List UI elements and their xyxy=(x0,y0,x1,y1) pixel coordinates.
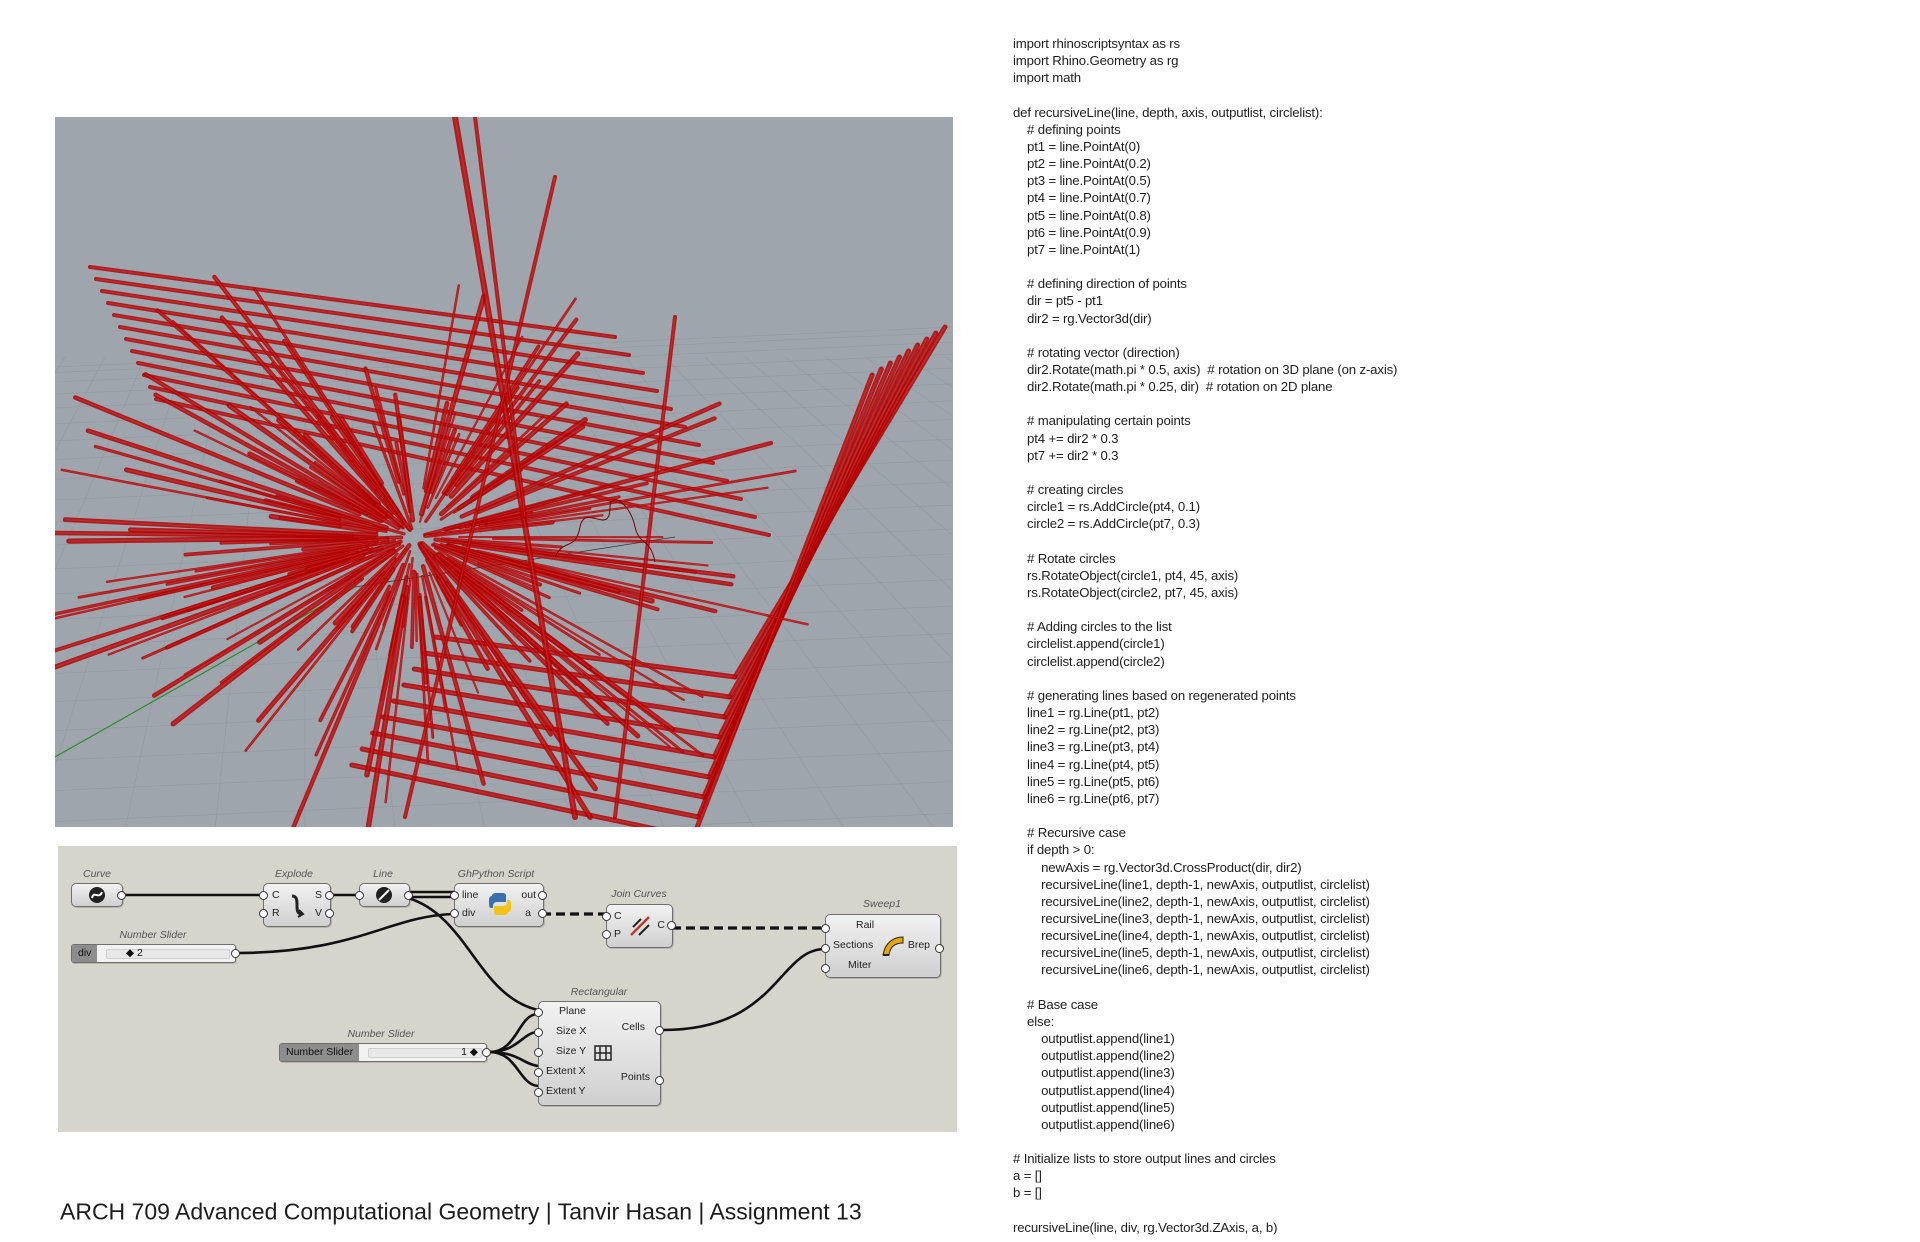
sweep1-input-rail: Rail xyxy=(856,919,875,931)
slider-div-label: div xyxy=(72,945,97,962)
line-component[interactable] xyxy=(359,883,410,907)
swept-rod xyxy=(352,765,694,827)
rectangular-input-grip-sizey[interactable] xyxy=(534,1048,543,1057)
rectangular-output-points: Points xyxy=(620,1071,650,1083)
explode-input-grip-r[interactable] xyxy=(259,909,268,918)
explode-output-grip-s[interactable] xyxy=(325,891,334,900)
ghpython-component[interactable] xyxy=(454,883,544,927)
ghpython-title: GhPython Script xyxy=(457,868,535,880)
rectangular-title: Rectangular xyxy=(570,986,628,998)
join-curves-title: Join Curves xyxy=(611,888,667,900)
sweep1-input-grip-miter[interactable] xyxy=(821,964,830,973)
explode-output-v: V xyxy=(314,907,322,919)
explode-component[interactable] xyxy=(263,883,331,927)
sweep1-component[interactable] xyxy=(825,914,941,978)
rectangular-input-grip-sizex[interactable] xyxy=(534,1028,543,1037)
slider-div[interactable] xyxy=(71,944,236,963)
slider-div-output-grip[interactable] xyxy=(231,949,240,958)
ghpython-input-grip-div[interactable] xyxy=(450,909,459,918)
explode-title: Explode xyxy=(275,868,313,880)
sweep1-input-miter: Miter xyxy=(848,959,872,971)
explode-input-grip-c[interactable] xyxy=(259,891,268,900)
curve-param-icon xyxy=(87,886,107,904)
rectangular-input-extenty: Extent Y xyxy=(546,1085,586,1097)
explode-input-r: R xyxy=(272,907,280,919)
rectangular-input-sizey: Size Y xyxy=(556,1045,587,1057)
join-curves-input-grip-p[interactable] xyxy=(602,930,611,939)
rod-highlight xyxy=(173,578,361,723)
join-curves-output-c: C xyxy=(657,919,665,931)
slider-size-title: Number Slider xyxy=(347,1028,415,1040)
rod-highlight xyxy=(214,277,391,506)
wire-size-sizey xyxy=(489,1032,538,1052)
ghpython-output-grip-out[interactable] xyxy=(538,891,547,900)
line-title: Line xyxy=(373,868,393,880)
slider-div-title: Number Slider xyxy=(119,929,187,941)
viewport-render xyxy=(55,117,953,827)
ghpython-input-line: line xyxy=(462,889,479,901)
curve-output-grip[interactable] xyxy=(117,891,126,900)
rectangular-input-grip-plane[interactable] xyxy=(534,1008,543,1017)
rhino-viewport[interactable] xyxy=(55,117,953,827)
grasshopper-canvas[interactable] xyxy=(58,846,957,1132)
slider-size[interactable] xyxy=(279,1043,487,1062)
sweep1-input-sections: Sections xyxy=(833,939,874,951)
ghpython-output-grip-a[interactable] xyxy=(538,909,547,918)
slider-size-label: Number Slider xyxy=(280,1044,359,1061)
slider-size-output-grip[interactable] xyxy=(482,1048,491,1057)
line-input-grip[interactable] xyxy=(355,891,364,900)
python-logo-icon xyxy=(489,892,511,916)
rectangular-component[interactable] xyxy=(538,1001,661,1106)
slider-div-value[interactable]: ◆ 2 xyxy=(126,947,143,959)
rect-grid-icon xyxy=(593,1044,613,1062)
explode-icon xyxy=(288,892,306,918)
line-param-icon xyxy=(374,886,394,904)
sweep-icon xyxy=(881,933,905,957)
swept-geometry xyxy=(55,117,945,827)
ghpython-output-a: a xyxy=(525,907,531,919)
sweep1-output-brep: Brep xyxy=(907,939,930,951)
join-curves-input-c: C xyxy=(614,910,622,922)
ghpython-input-div: div xyxy=(462,907,476,919)
explode-input-c: C xyxy=(272,889,280,901)
explode-output-s: S xyxy=(314,889,322,901)
sweep1-input-grip-rail[interactable] xyxy=(821,924,830,933)
python-code-listing: import rhinoscriptsyntax as rs import Rhino.Geometry as rg import math def recursiveLine(line, depth, axis, outputlist, circlelist): # defining points pt1 = line.PointAt(0) pt2 = line.PointAt(0.2) pt3 = line.PointAt(0.5) pt4 = line.PointAt(0.7) pt5 = line.PointAt(0.8) pt6 = line.PointAt(0.9) pt7 = line.PointAt(1) # defining direction of points dir = pt5 - pt1 dir2 = rg.Vector3d(dir) # rotating vector (direction) dir2.Rotate(math.pi * 0.5, axis) # rotation on 3D plane (on z-axis) dir2.Rotate(math.pi * 0.25, dir) # rotation on 2D plane # manipulating certain points pt4 += dir2 * 0.3 pt7 += dir2 * 0.3 # creating circles circle1 = rs.AddCircle(pt4, 0.1) circle2 = rs.AddCircle(pt7, 0.3) # Rotate circles rs.RotateObject(circle1, pt4, 45, axis) rs.RotateObject(circle2, pt7, 45, axis) # Adding circles to the list circlelist.append(circle1) circlelist.append(circle2) # generating lines based on regenerated points line1 = rg.Line(pt1, pt2) line2 = rg.Line(pt2, pt3) line3 = rg.Line(pt3, pt4) line4 = rg.Line(pt4, pt5) line5 = rg.Line(pt5, pt6) line6 = rg.Line(pt6, pt7) # Recursive case if depth > 0: newAxis = rg.Vector3d.CrossProduct(dir, dir2) recursiveLine(line1, depth-1, newAxis, outputlist, circlelist) recursiveLine(line2, depth-1, newAxis, outputlist, circlelist) recursiveLine(line3, depth-1, newAxis, outputlist, circlelist) recursiveLine(line4, depth-1, newAxis, outputlist, circlelist) recursiveLine(line5, depth-1, newAxis, outputlist, circlelist) recursiveLine(line6, depth-1, newAxis, outputlist, circlelist) # Base case else: outputlist.append(line1) outputlist.append(line2) outputlist.append(line3) outputlist.append(line4) outputlist.append(line5) outputlist.append(line6) # Initialize lists to store output lines and circles a = [] b = [] recursiveLine(line, div, rg.Vector3d.ZAxis, a, b) xyxy=(1013,36,1398,1235)
slider-size-value[interactable]: 1 ◆ xyxy=(461,1046,478,1058)
rectangular-output-grip-points[interactable] xyxy=(655,1076,664,1085)
slider-div-track[interactable] xyxy=(106,949,230,959)
rectangular-output-cells: Cells xyxy=(621,1021,645,1033)
line-output-grip[interactable] xyxy=(404,891,413,900)
sweep1-output-grip-brep[interactable] xyxy=(935,944,944,953)
rectangular-input-grip-extenty[interactable] xyxy=(534,1088,543,1097)
rectangular-input-extentx: Extent X xyxy=(546,1065,586,1077)
join-curves-output-grip-c[interactable] xyxy=(667,921,676,930)
sweep1-title: Sweep1 xyxy=(863,898,901,910)
wire-cells-sweep xyxy=(663,949,825,1030)
curve-title: Curve xyxy=(82,868,112,880)
join-curves-component[interactable] xyxy=(606,904,673,948)
rectangular-input-grip-extentx[interactable] xyxy=(534,1068,543,1077)
rectangular-output-grip-cells[interactable] xyxy=(655,1026,664,1035)
curve-component[interactable] xyxy=(71,883,123,907)
ghpython-output-out: out xyxy=(521,889,536,901)
explode-output-grip-v[interactable] xyxy=(325,909,334,918)
join-curves-input-p: P xyxy=(614,928,622,940)
rectangular-input-plane: Plane xyxy=(559,1005,586,1017)
ghpython-input-grip-line[interactable] xyxy=(450,891,459,900)
sweep1-input-grip-sections[interactable] xyxy=(821,944,830,953)
join-curves-input-grip-c[interactable] xyxy=(602,912,611,921)
join-curves-icon xyxy=(629,915,651,937)
footer-caption: ARCH 709 Advanced Computational Geometry | Tanvir Hasan | Assignment 13 xyxy=(60,1198,862,1225)
rectangular-input-sizex: Size X xyxy=(556,1025,587,1037)
